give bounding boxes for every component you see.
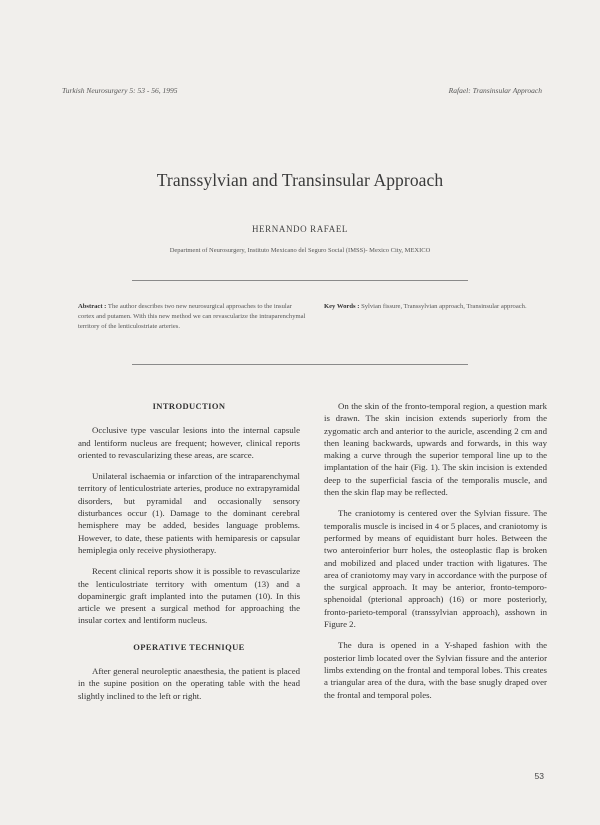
technique-paragraph-1: On the skin of the fronto-temporal region, a question mark is drawn. The skin incision extends superiorly from the zygomatic arch and anterior to the auricle, ascending 2 cm and then leaning backwards, upwards and forwards, in this way making a curve through the superior temporal line up to the implantation of the hair (Fig. 1). The skin incision is extended deep to the superficial fascia of the temporalis muscle, and then the skin flap may be reflected.: [324, 401, 547, 498]
technique-paragraph-2: The craniotomy is centered over the Sylvian fissure. The temporalis muscle is incised in 4 or 5 places, and craniotomy is performed by means of equidistant burr holes. Between the two anteroinferior burr holes, the osteoplastic flap is broken and mobilized and placed under traction with ligatures. The area of craniotomy may vary in accordance with the purpose of the surgical approach. It may be anterior, fronto-temporo-sphenoidal (pterional approach) (16) or more posteriorly, fronto-parieto-temporal (transsylvian approach), asshown in Figure 2.: [324, 508, 547, 630]
operative-technique-heading: OPERATIVE TECHNIQUE: [133, 641, 245, 652]
author-name: HERNANDO RAFAEL: [251, 224, 349, 234]
abstract: [78, 302, 306, 332]
keywords-label: Key Words :: [324, 303, 360, 310]
intro-paragraph-1: Occlusive type vascular lesions into the internal capsule and lentiform nucleus are frequent; however, clinical reports oriented to revascularizing these areas, are scarce.: [78, 425, 300, 460]
operative-paragraph-1: After general neuroleptic anaesthesia, the patient is placed in the supine position on the operating table with the head slightly inclined to the left or right.: [78, 666, 300, 701]
technique-paragraph-3: The dura is opened in a Y-shaped fashion with the posterior limb located over the Sylvian fissure and the anterior limbs extending on the frontal and temporal lobes. This creates a triangular area of the dura, with the base snugly draped over the frontal and temporal poles.: [324, 640, 547, 700]
left-column: [78, 400, 300, 711]
keywords-text: Sylvian fissure, Transsylvian approach, Transinsular approach.: [359, 303, 527, 310]
bottom-divider: [132, 364, 468, 365]
abstract-label: Abstract :: [78, 303, 107, 310]
abstract-text: The author describes two new neurosurgical approaches to the insular cortex and putamen. With this new method we can revascularize the intraparenchymal territory of the lenticulostriate arteries.: [78, 303, 306, 330]
article-title: Transsylvian and Transinsular Approach: [156, 170, 444, 190]
journal-citation: Turkish Neurosurgery 5: 53 - 56, 1995: [62, 86, 178, 95]
running-title: Rafael: Transinsular Approach: [448, 86, 542, 95]
top-divider: [132, 280, 468, 281]
right-column: [324, 400, 547, 710]
page-number: 53: [534, 771, 544, 781]
author-affiliation: Department of Neurosurgery, Instituto Mexicano del Seguro Social (IMSS)- Mexico City, MEXICO: [169, 247, 431, 254]
introduction-heading: INTRODUCTION: [152, 401, 226, 411]
intro-paragraph-2: Unilateral ischaemia or infarction of the intraparenchymal territory of lenticulostriate arteries, produce no extrapyramidal disorders, but pyramidal and occasionally sensory disturbances occur (1). Damage to the dominant cerebral hemisphere may be added, besides language problems. However, to date, these patients with hemiparesis or capsular hemiplegia only receive physiotherapy.: [78, 471, 300, 555]
intro-paragraph-3: Recent clinical reports show it is possible to revascularize the lenticulostriate territory with omentum (13) and a dopaminergic graft implanted into the putamen (10). In this article we present a surgical method for approaching the insular cortex and lentiform nucleus.: [78, 566, 300, 626]
keywords: [324, 302, 542, 312]
